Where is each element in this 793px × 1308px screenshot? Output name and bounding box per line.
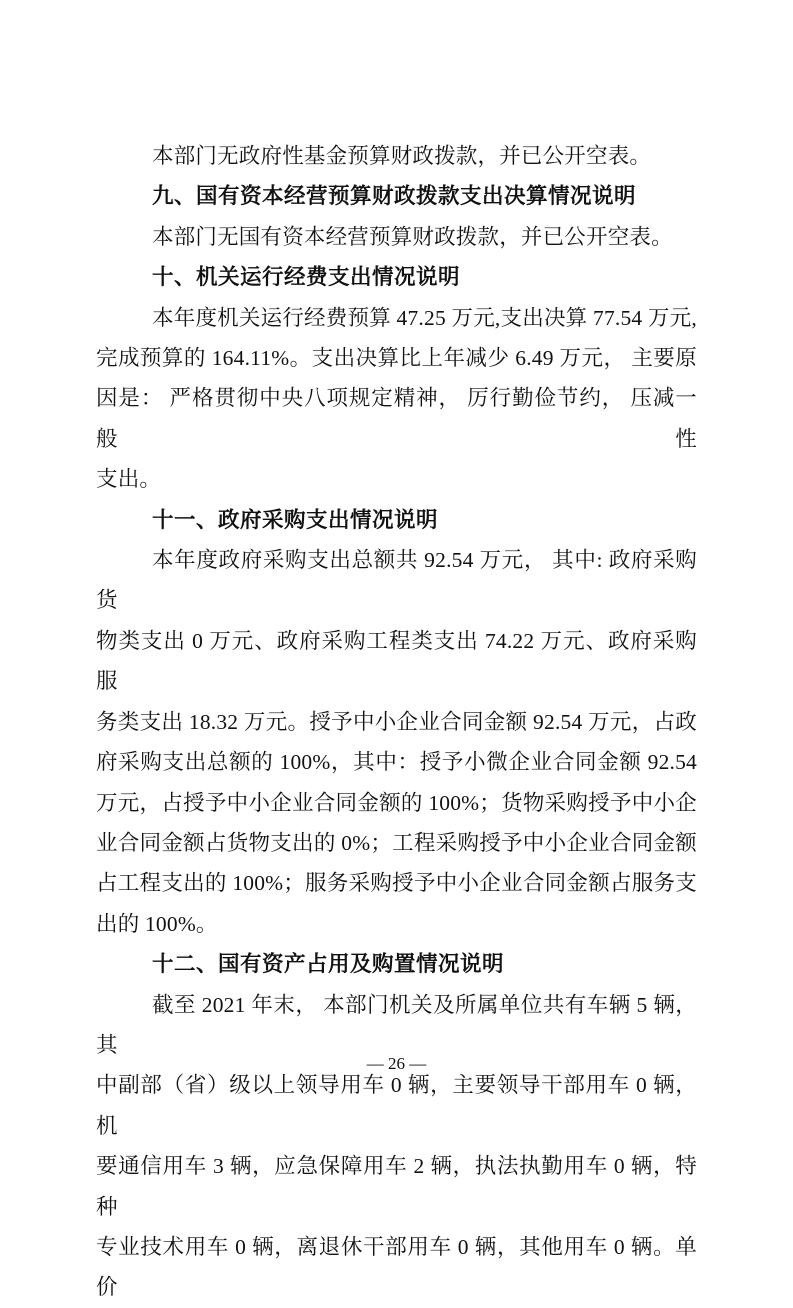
paragraph-line: 完成预算的 164.11%。支出决算比上年减少 6.49 万元， 主要原 [96,346,697,371]
section-heading-12: 十二、国有资产占用及购置情况说明 [152,952,505,977]
paragraph-line: 专业技术用车 0 辆，离退休干部用车 0 辆，其他用车 0 辆。单价 [96,1234,697,1300]
paragraph-line: 业合同金额占货物支出的 0%；工程采购授予中小企业合同金额 [96,830,697,855]
paragraph-line: 府采购支出总额的 100%，其中：授予小微企业合同金额 92.54 [96,750,697,775]
paragraph-line: 中副部（省）级以上领导用车 0 辆，主要领导干部用车 0 辆，机 [96,1073,697,1138]
paragraph-line: 占工程支出的 100%；服务采购授予中小企业合同金额占服务支 [96,871,697,896]
paragraph-line: 支出。 [96,467,162,492]
paragraph-line: 本年度机关运行经费预算 47.25 万元,支出决算 77.54 万元, [152,305,697,330]
paragraph-line: 务类支出 18.32 万元。授予中小企业合同金额 92.54 万元，占政 [96,709,697,734]
paragraph-line: 要通信用车 3 辆，应急保障用车 2 辆，执法执勤用车 0 辆，特种 [96,1154,697,1219]
paragraph-line: 本部门无国有资本经营预算财政拨款，并已公开空表。 [152,224,673,249]
section-heading-10: 十、机关运行经费支出情况说明 [152,265,461,290]
paragraph-line: 因是： 严格贯彻中央八项规定精神， 厉行勤俭节约， 压减一般性 [96,386,697,451]
paragraph-line: 本年度政府采购支出总额共 92.54 万元， 其中: 政府采购货 [96,548,697,613]
paragraph-line: 出的 100%。 [96,911,218,936]
section-heading-9: 九、国有资本经营预算财政拨款支出决算情况说明 [152,184,637,209]
paragraph-line: 本部门无政府性基金预算财政拨款，并已公开空表。 [152,144,652,168]
paragraph-line: 万元，占授予中小企业合同金额的 100%；货物采购授予中小企 [96,790,697,815]
page-number: — 26 — [366,1054,427,1073]
paragraph-line: 物类支出 0 万元、政府采购工程类支出 74.22 万元、政府采购服 [96,628,697,694]
section-heading-11: 十一、政府采购支出情况说明 [152,507,439,532]
paragraph-line: 截至 2021 年末， 本部门机关及所属单位共有车辆 5 辆，其 [96,992,697,1057]
document-body [96,136,697,1308]
